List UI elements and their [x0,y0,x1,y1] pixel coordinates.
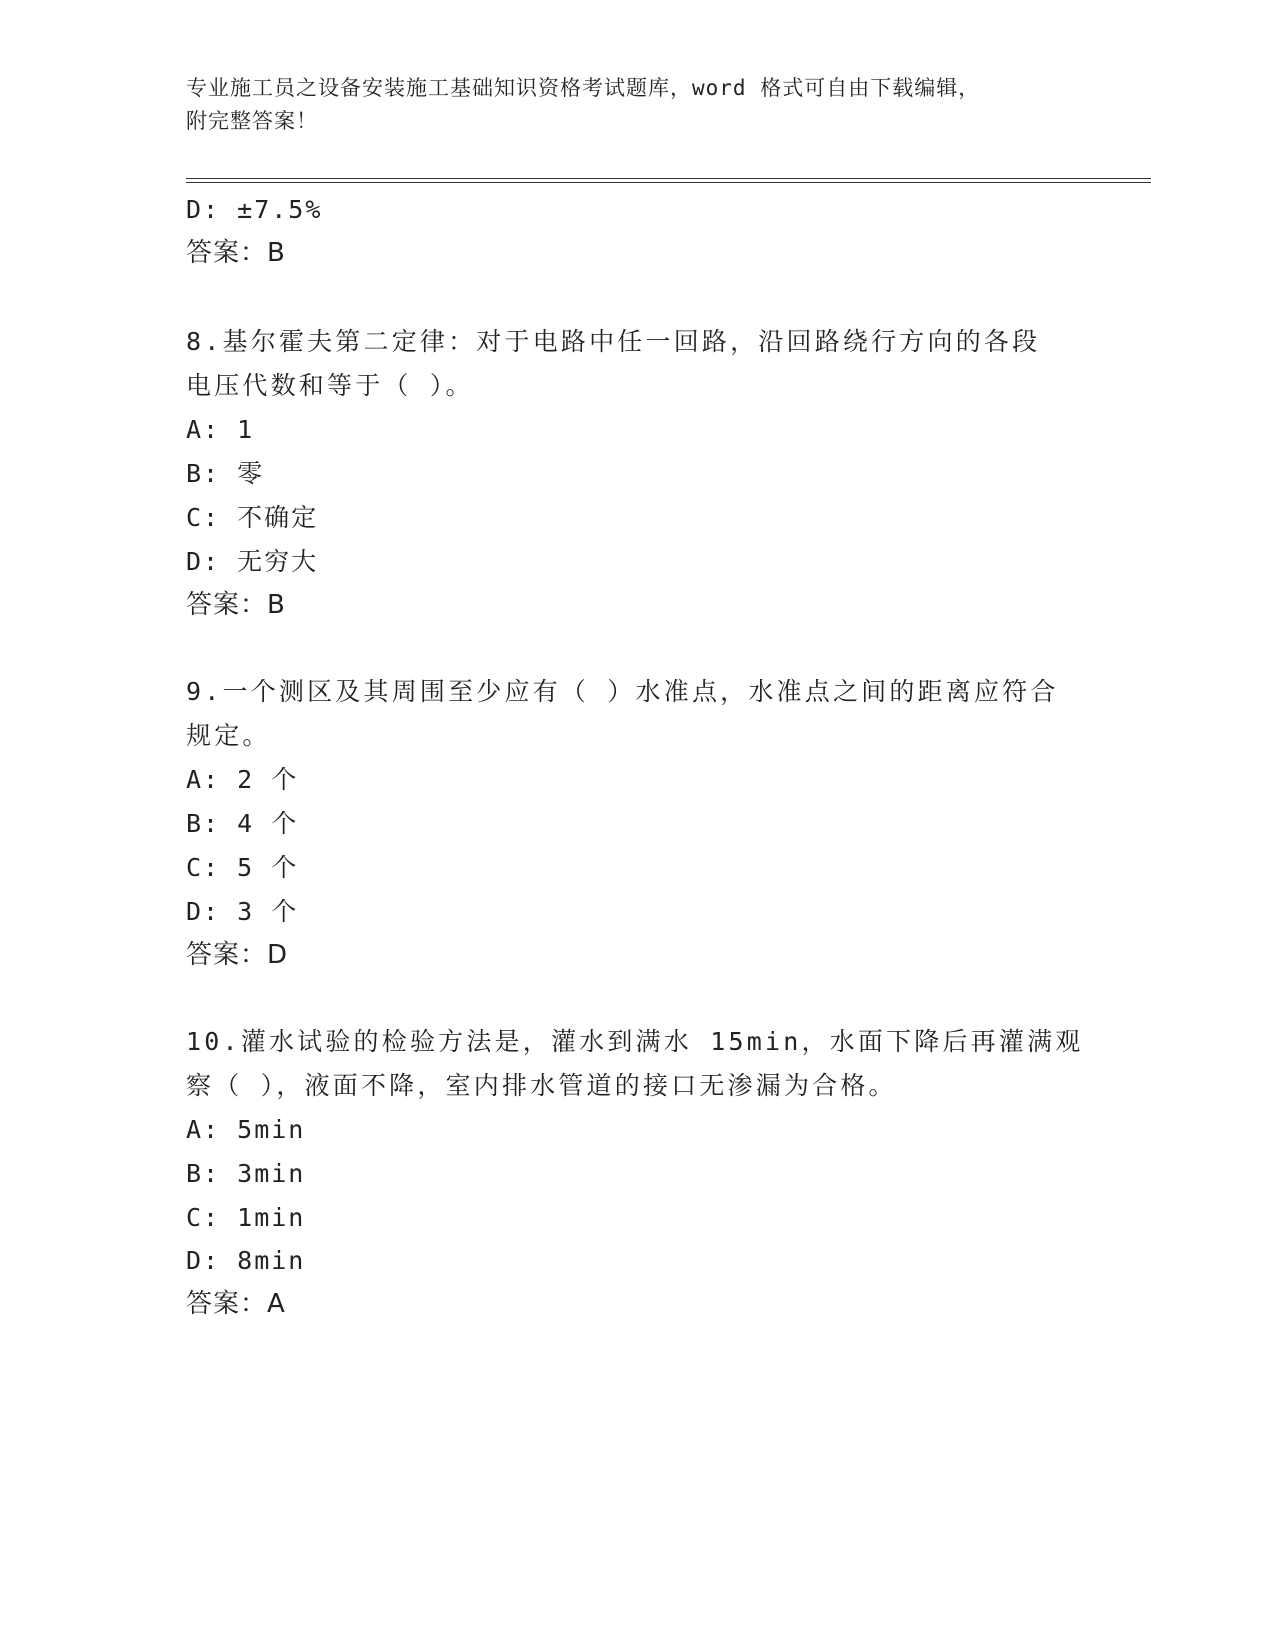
question-text-line-1: 9.一个测区及其周围至少应有（ ）水准点，水准点之间的距离应符合 [186,677,1059,706]
option-b: B: 3min [186,1159,306,1188]
option-d: D: 无穷大 [186,547,319,576]
option-c: C: 5 个 [186,853,299,882]
prev-option-d: D: ±7.5% [186,195,323,224]
question-text-line-1: 8.基尔霍夫第二定律：对于电路中任一回路，沿回路绕行方向的各段 [186,327,1041,356]
option-d: D: 8min [186,1246,306,1275]
option-c: C: 不确定 [186,503,319,532]
answer: 答案：D [186,940,289,970]
question-text-line-2: 电压代数和等于（ ）。 [186,371,474,400]
option-a: A: 2 个 [186,765,299,794]
answer: 答案：A [186,1289,286,1319]
answer: 答案：B [186,590,286,620]
question-text-line-2: 察（ ），液面不降，室内排水管道的接口无渗漏为合格。 [186,1071,897,1100]
header-divider-bottom [186,182,1151,183]
question-text-line-2: 规定。 [186,721,271,750]
option-b: B: 零 [186,459,265,488]
document-header [186,72,1066,138]
prev-answer: 答案：B [186,238,286,268]
option-a: A: 5min [186,1115,306,1144]
question-text-line-1: 10.灌水试验的检验方法是，灌水到满水 15min，水面下降后再灌满观 [186,1027,1084,1056]
option-c: C: 1min [186,1203,306,1232]
option-a: A: 1 [186,415,255,444]
option-b: B: 4 个 [186,809,299,838]
header-divider-top [186,178,1151,179]
option-d: D: 3 个 [186,897,299,926]
header-line-2: 附完整答案！ [186,109,318,133]
header-line-1: 专业施工员之设备安装施工基础知识资格考试题库，word 格式可自由下载编辑， [186,76,981,100]
